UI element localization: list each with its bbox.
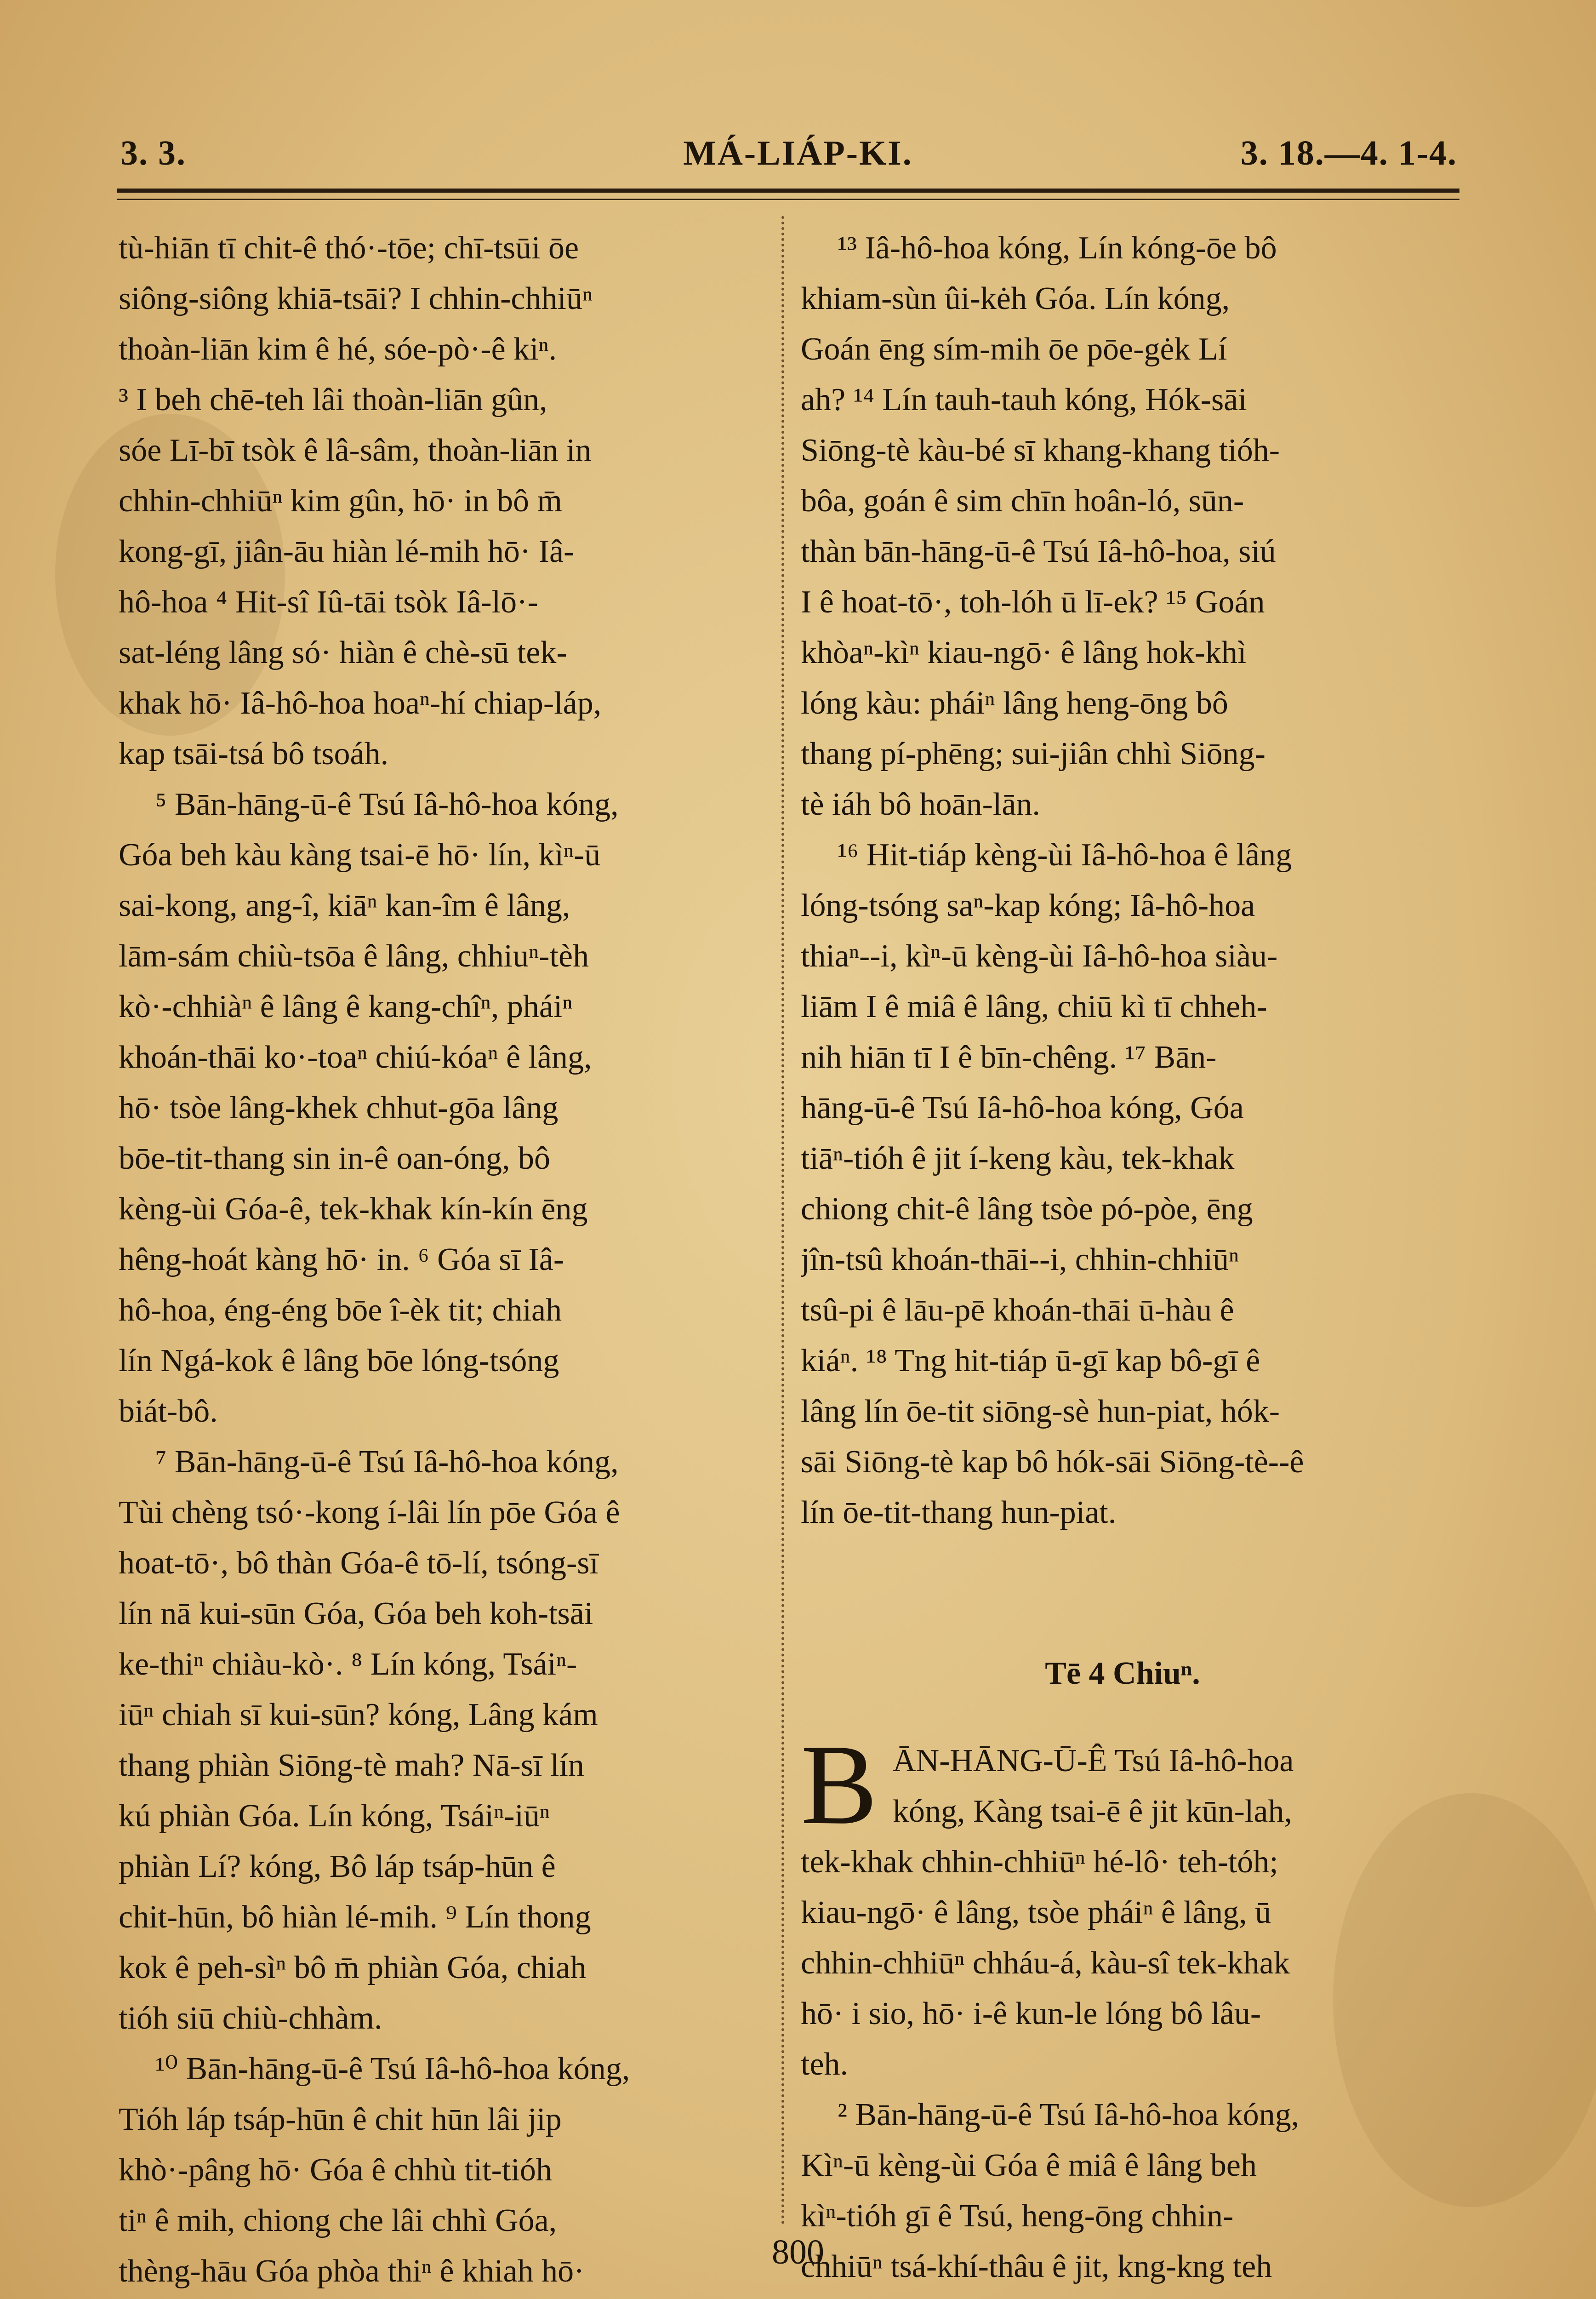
text-line: kóng, Kàng tsai-ē ê jit kūn-lah, [893,1794,1292,1829]
text-line: ⁷ Bān-hāng-ū-ê Tsú Iâ-hô-hoa kóng, [155,1444,619,1480]
header-right-reference: 3. 18.—4. 1-4. [1240,134,1457,172]
text-line: hāng-ū-ê Tsú Iâ-hô-hoa kóng, Góa [801,1090,1244,1126]
text-line: khak hō· Iâ-hô-hoa hoaⁿ-hí chiap-láp, [119,686,602,721]
text-line: lóng-tsóng saⁿ-kap kóng; Iâ-hô-hoa [801,888,1255,923]
text-line: chiong chit-ê lâng tsòe pó-pòe, ēng [801,1191,1253,1227]
header-left-reference: 3. 3. [120,134,186,172]
chapter-opening-paragraph [801,1721,1444,1848]
text-line: Tùi chèng tsó·-kong í-lâi lín pōe Góa ê [119,1495,620,1530]
right-column [801,223,1444,2299]
text-line: kèng-ùi Góa-ê, tek-khak kín-kín ēng [119,1191,588,1227]
text-line: khiam-sùn ûi-kėh Góa. Lín kóng, [801,281,1230,316]
text-line: chit-hūn, bô hiàn lé-mih. ⁹ Lín thong [119,1899,591,1935]
text-line: ¹⁰ Bān-hāng-ū-ê Tsú Iâ-hô-hoa kóng, [155,2051,630,2087]
text-line: kiáⁿ. ¹⁸ Tng hit-tiáp ū-gī kap bô-gī ê [801,1343,1260,1378]
text-line: nih hiān tī I ê bīn-chêng. ¹⁷ Bān- [801,1040,1217,1075]
text-line: khòaⁿ-kìⁿ kiau-ngō· ê lâng hok-khì [801,635,1247,670]
text-line: biát-bô. [119,1394,218,1429]
text-line: lâng lín ōe-tit siōng-sè hun-piat, hók- [801,1394,1280,1429]
text-line: liām I ê miâ ê lâng, chiū kì tī chheh- [801,989,1267,1024]
text-line: I ê hoat-tō·, toh-lóh ū lī-ek? ¹⁵ Goán [801,584,1265,620]
spacer [801,1538,1444,1648]
text-line [801,2292,1444,2299]
text-line: lín ōe-tit-thang hun-piat. [801,1495,1117,1530]
text-line: ah? ¹⁴ Lín tauh-tauh kóng, Hók-sāi [801,382,1247,417]
text-line: lām-sám chiù-tsōa ê lâng, chhiuⁿ-tèh [119,938,589,974]
text-line: chhiūⁿ tsá-khí-thâu ê jit, kng-kng teh [801,2249,1272,2284]
text-line [119,2297,767,2299]
header-rule-thick [117,189,1459,193]
text-line: phiàn Lí? kóng, Bô láp tsáp-hūn ê [119,1849,556,1884]
header-rule-thin [117,199,1459,200]
text-line: sai-kong, ang-î, kiāⁿ kan-îm ê lâng, [119,888,570,923]
text-line: thoàn-liān kim ê hé, sóe-pò·-ê kiⁿ. [119,332,557,367]
text-line: iūⁿ chiah sī kui-sūn? kóng, Lâng kám [119,1697,598,1733]
text-line: tek-khak chhin-chhiūⁿ hé-lô· teh-tóh; [801,1844,1278,1880]
text-line: thang pí-phēng; sui-jiân chhì Siōng- [801,736,1265,772]
text-line: kong-gī, jiân-āu hiàn lé-mih hō· Iâ- [119,534,575,569]
text-line: hêng-hoát kàng hō· in. ⁶ Góa sī Iâ- [119,1242,564,1277]
text-line: Góa beh kàu kàng tsai-ē hō· lín, kìⁿ-ū [119,837,601,873]
text-line: kap tsāi-tsá bô tsoáh. [119,736,389,772]
book-title: MÁ-LIÁP-KI. [683,134,913,172]
text-line: ke-thiⁿ chiàu-kò·. ⁸ Lín kóng, Tsáiⁿ- [119,1647,577,1682]
text-line: thàn bān-hāng-ū-ê Tsú Iâ-hô-hoa, siú [801,534,1276,569]
text-line: hô-hoa ⁴ Hit-sî Iû-tāi tsòk Iâ-lō·- [119,584,538,620]
text-line: tè iáh bô hoān-lān. [801,787,1040,822]
text-line: chhin-chhiūⁿ chháu-á, kàu-sî tek-khak [801,1945,1290,1981]
text-line: tióh siū chiù-chhàm. [119,2001,382,2036]
text-line: lín Ngá-kok ê lâng bōe lóng-tsóng [119,1343,559,1378]
text-line: Siōng-tè kàu-bé sī khang-khang tióh- [801,433,1280,468]
drop-cap: B [801,1721,878,1848]
text-line: ⁵ Bān-hāng-ū-ê Tsú Iâ-hô-hoa kóng, [155,787,619,822]
text-line: tiāⁿ-tióh ê jit í-keng kàu, tek-khak [801,1141,1235,1176]
text-line: chhin-chhiūⁿ kim gûn, hō· in bô m̄ [119,483,562,519]
text-line: hô-hoa, éng-éng bōe î-èk tit; chiah [119,1292,562,1328]
spacer [801,1699,1444,1736]
text-line: ¹³ Iâ-hô-hoa kóng, Lín kóng-ōe bô [838,230,1277,266]
text-line: thèng-hāu Góa phòa thiⁿ ê khiah hō· [119,2253,585,2289]
chapter-heading: Tē 4 Chiuⁿ. [1045,1656,1200,1691]
text-line: ĀN-HĀNG-Ū-Ê Tsú Iâ-hô-hoa [893,1743,1294,1779]
text-line: ² Bān-hāng-ū-ê Tsú Iâ-hô-hoa kóng, [838,2097,1300,2133]
text-line: siông-siông khiā-tsāi? I chhin-chhiūⁿ [119,281,593,316]
text-line: sat-léng lâng só· hiàn ê chè-sū tek- [119,635,567,670]
text-line: kiau-ngō· ê lâng, tsòe pháiⁿ ê lâng, ū [801,1895,1271,1930]
text-line: teh. [801,2047,849,2082]
text-line: tsû-pi ê lāu-pē khoán-thāi ū-hàu ê [801,1292,1234,1328]
column-divider [781,216,784,2225]
text-line: lín nā kui-sūn Góa, Góa beh koh-tsāi [119,1596,593,1631]
text-line: kok ê peh-sìⁿ bô m̄ phiàn Góa, chiah [119,1950,587,1985]
text-line: kú phiàn Góa. Lín kóng, Tsáiⁿ-iūⁿ [119,1798,550,1834]
left-column [119,223,767,2299]
text-line: hō· tsòe lâng-khek chhut-gōa lâng [119,1090,559,1126]
text-line: Goán ēng sím-mih ōe pōe-gėk Lí [801,332,1227,367]
text-line: tù-hiān tī chit-ê thó·-tōe; chī-tsūi ōe [119,230,579,266]
text-line: lóng kàu: pháiⁿ lâng heng-ōng bô [801,686,1228,721]
text-line: Tióh láp tsáp-hūn ê chit hūn lâi jip [119,2102,562,2137]
text-line: hoat-tō·, bô thàn Góa-ê tō-lí, tsóng-sī [119,1545,598,1581]
text-line: bôa, goán ê sim chīn hoân-ló, sūn- [801,483,1244,519]
text-line: sóe Lī-bī tsòk ê lâ-sâm, thoàn-liān in [119,433,592,468]
text-line: tiⁿ ê mih, chiong che lâi chhì Góa, [119,2203,557,2238]
text-line: Kìⁿ-ū kèng-ùi Góa ê miâ ê lâng beh [801,2148,1257,2183]
text-line: kò·-chhiàⁿ ê lâng ê kang-chîⁿ, pháiⁿ [119,989,573,1024]
text-line: hō· i sio, hō· i-ê kun-le lóng bô lâu- [801,1996,1261,2031]
text-line: bōe-tit-thang sin in-ê oan-óng, bô [119,1141,550,1176]
text-line: kìⁿ-tióh gī ê Tsú, heng-ōng chhin- [801,2198,1234,2234]
text-line: khò·-pâng hō· Góa ê chhù tit-tióh [119,2152,552,2188]
text-line: thang phiàn Siōng-tè mah? Nā-sī lín [119,1748,584,1783]
text-line: ¹⁶ Hit-tiáp kèng-ùi Iâ-hô-hoa ê lâng [838,837,1292,873]
text-line: jîn-tsû khoán-thāi--i, chhin-chhiūⁿ [801,1242,1239,1277]
text-line: sāi Siōng-tè kap bô hók-sāi Siōng-tè--ê [801,1444,1304,1480]
text-line: ³ I beh chē-teh lâi thoàn-liān gûn, [119,382,547,417]
text-line: thiaⁿ--i, kìⁿ-ū kèng-ùi Iâ-hô-hoa siàu- [801,938,1278,974]
text-line: khoán-thāi ko·-toaⁿ chiú-kóaⁿ ê lâng, [119,1040,592,1075]
page-number: 800 [772,2233,824,2271]
